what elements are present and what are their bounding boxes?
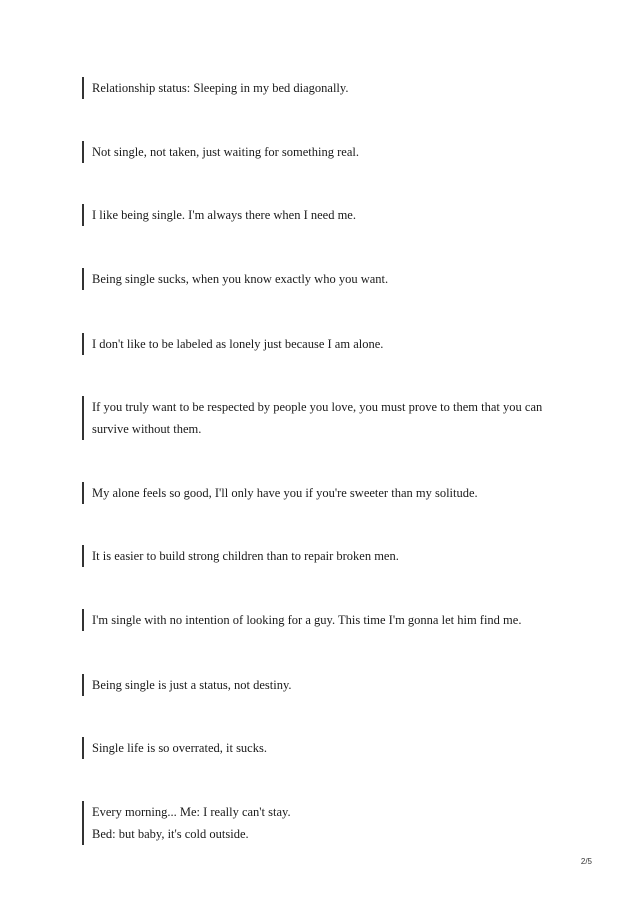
quote-text: My alone feels so good, I'll only have you if you're sweeter than my solitude.: [92, 486, 478, 500]
quote-text: Single life is so overrated, it sucks.: [92, 741, 267, 755]
quote-text: If you truly want to be respected by people you love, you must prove to them that you can: [92, 400, 543, 414]
quote-text: I don't like to be labeled as lonely just because I am alone.: [92, 337, 384, 351]
quote-block: [82, 268, 592, 290]
quote-text: I like being single. I'm always there when I need me.: [92, 208, 356, 222]
quote-text: Every morning... Me: I really can't stay.: [92, 805, 291, 819]
quote-text: Bed: but baby, it's cold outside.: [92, 827, 249, 841]
quote-text: It is easier to build strong children than to repair broken men.: [92, 549, 399, 563]
quote-block: [82, 482, 592, 504]
quote-text: Being single is just a status, not destiny.: [92, 678, 292, 692]
quote-block: [82, 141, 592, 163]
quote-block: [82, 674, 592, 696]
quote-block: [82, 609, 592, 631]
quote-block: [82, 396, 592, 440]
quote-block: [82, 545, 592, 567]
quote-text: Not single, not taken, just waiting for something real.: [92, 145, 359, 159]
quote-block: [82, 333, 592, 355]
quote-text: survive without them.: [92, 422, 202, 436]
quote-block: [82, 737, 592, 759]
quote-text: Being single sucks, when you know exactly who you want.: [92, 272, 389, 286]
quote-block: [82, 801, 592, 845]
quote-text: I'm single with no intention of looking for a guy. This time I'm gonna let him find me.: [92, 613, 522, 627]
quote-text: Relationship status: Sleeping in my bed diagonally.: [92, 81, 349, 95]
quote-block: [82, 204, 592, 226]
quote-block: [82, 77, 592, 99]
page-number: 2/5: [580, 857, 592, 866]
